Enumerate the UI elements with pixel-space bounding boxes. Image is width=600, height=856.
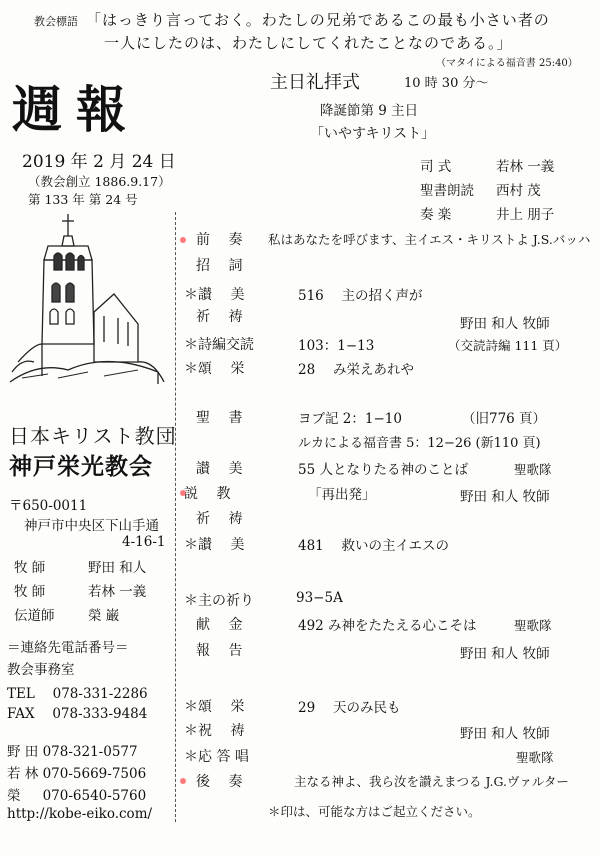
order-call-label: 招 詞 (196, 258, 243, 274)
order-psalm-ref: （交読詩編 111 頁） (448, 338, 568, 353)
pastor-name-3: 榮 巌 (88, 608, 120, 624)
order-anthem-by: 聖歌隊 (514, 462, 552, 477)
standing-note: ＊印は、可能な方はご起立ください。 (268, 804, 481, 819)
order-report-person: 野田 和人 牧師 (460, 646, 550, 662)
bulletin-volume: 第 133 年 第 24 号 (28, 192, 138, 207)
order-hymn2-text: 481 救いの主イエスの (298, 538, 450, 554)
order-sermon-label: 説 教 (184, 486, 231, 502)
order-prelude-text: 私はあなたを呼びます、主イエス・キリストよ J.S.バッハ (268, 232, 591, 247)
order-gloria-text: 28 み栄えあれや (298, 362, 414, 378)
phone-wakabayashi: 若 林 070-5669-7506 (7, 766, 147, 782)
order-sermon-person: 野田 和人 牧師 (460, 489, 550, 505)
order-prayer2-label: 祈 祷 (196, 511, 243, 527)
staff-name-2: 西村 茂 (496, 183, 541, 199)
order-prayer1-person: 野田 和人 牧師 (460, 316, 550, 332)
order-gloria2-text: 29 天のみ民も (298, 700, 401, 716)
marker-dot (180, 778, 186, 784)
office-label: 教会事務室 (7, 662, 75, 678)
pastor-role-3: 伝道師 (14, 608, 55, 624)
order-anthem-text: 55 人となりたる神のことば (298, 462, 468, 478)
order-gloria-label: ＊頌 栄 (184, 361, 245, 377)
office-tel: TEL 078-331-2286 (7, 686, 148, 702)
order-offering-by: 聖歌隊 (514, 618, 552, 633)
staff-name-1: 若林 一義 (496, 159, 555, 175)
staff-role-2: 聖書朗読 (420, 183, 474, 199)
motto-line-2: 一人にしたのは、わたしにしてくれたことなのである。」 (104, 34, 513, 52)
address-line-1: 神戸市中央区下山手通 (24, 518, 159, 534)
pastor-role-2: 牧 師 (14, 584, 46, 600)
church-founded: （教会創立 1886.9.17） (28, 174, 171, 189)
staff-role-1: 司 式 (420, 159, 452, 175)
postal-code: 〒650-0011 (9, 498, 88, 514)
order-scripture-text-1: ヨブ記 2：1−10 (298, 411, 402, 427)
staff-role-3: 奏 楽 (420, 207, 452, 223)
order-lords-prayer-text: 93−5A (296, 590, 343, 606)
phone-noda: 野 田 078-321-0577 (7, 744, 138, 760)
pastor-name-2: 若林 一義 (88, 584, 147, 600)
order-psalm-text: 103：1−13 (298, 338, 375, 354)
order-offering-label: 献 金 (196, 617, 243, 633)
marker-dot (180, 237, 186, 243)
church-illustration-icon (8, 212, 168, 388)
order-scripture-text-2: ルカによる福音書 5：12−26 (新110 頁) (298, 436, 541, 451)
bulletin-title: 週報 (12, 80, 140, 139)
service-time: 10 時 30 分〜 (404, 76, 489, 91)
service-theme: 「いやすキリスト」 (310, 126, 436, 142)
order-postlude-label: 後 奏 (196, 774, 243, 790)
motto-line-1: 「はっきり言っておく。わたしの兄弟であるこの最も小さい者の (86, 11, 550, 29)
order-prayer1-label: 祈 祷 (196, 309, 243, 325)
order-scripture-ref-1: （旧776 頁） (462, 411, 547, 427)
order-divider (175, 212, 176, 822)
order-prelude-label: 前 奏 (196, 232, 243, 248)
pastor-role-1: 牧 師 (14, 560, 46, 576)
order-blessing-person: 野田 和人 牧師 (460, 726, 550, 742)
order-lords-prayer-label: ＊主の祈り (184, 593, 254, 609)
denomination-name: 日本キリスト教団 (9, 424, 177, 448)
church-name: 神戸栄光教会 (9, 453, 153, 480)
order-hymn1-text: 516 主の招く声が (298, 288, 423, 304)
service-sunday: 降誕節第 9 主日 (320, 103, 419, 119)
order-sermon-title: 「再出発」 (308, 487, 376, 503)
order-postlude-text: 主なる神よ、我ら汝を讃えまつる J.G.ヴァルター (294, 774, 569, 789)
order-psalm-label: ＊詩編交読 (184, 337, 254, 353)
order-anthem-label: 讃 美 (196, 461, 243, 477)
staff-name-3: 井上 朋子 (496, 207, 555, 223)
order-hymn1-label: ＊讃 美 (184, 287, 245, 303)
bulletin-date: 2019 年 2 月 24 日 (22, 152, 176, 172)
church-website-link[interactable]: http://kobe-eiko.com/ (7, 806, 153, 822)
order-response-by: 聖歌隊 (516, 750, 554, 765)
motto-source: （マタイによる福音書 25:40） (436, 58, 578, 69)
pastor-name-1: 野田 和人 (88, 560, 147, 576)
service-name: 主日礼拝式 (270, 72, 360, 93)
office-fax: FAX 078-333-9484 (7, 706, 148, 722)
order-response-label: ＊応 答 唱 (184, 749, 249, 765)
order-scripture-label: 聖 書 (196, 410, 243, 426)
contact-header: ＝連絡先電話番号＝ (7, 640, 129, 656)
order-offering-text: 492 み神をたたえる心こそは (298, 618, 477, 634)
address-line-2: 4-16-1 (122, 534, 166, 550)
order-blessing-label: ＊祝 祷 (184, 723, 245, 739)
phone-sakae: 榮 070-6540-5760 (7, 788, 147, 804)
order-report-label: 報 告 (196, 643, 243, 659)
order-hymn2-label: ＊讃 美 (184, 537, 245, 553)
motto-label: 教会標語 (34, 15, 78, 28)
order-gloria2-label: ＊頌 栄 (184, 699, 245, 715)
